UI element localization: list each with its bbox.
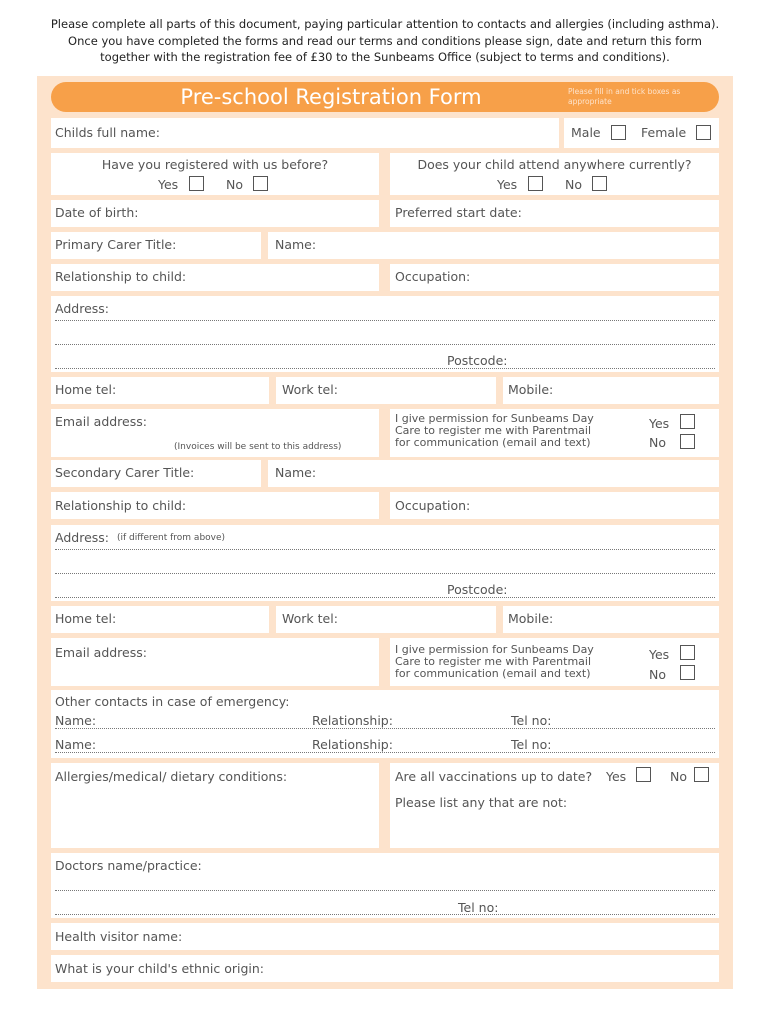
registered-no-label: No	[226, 177, 243, 192]
vaccinations-yes-label: Yes	[606, 769, 627, 784]
secondary-occupation-label: Occupation:	[395, 498, 471, 513]
primary-title-label: Primary Carer Title:	[55, 237, 177, 252]
primary-work-tel-label: Work tel:	[282, 382, 338, 397]
permission-no-checkbox[interactable]	[680, 434, 695, 449]
emergency-name-label: Name:	[55, 737, 97, 752]
emergency-tel-label: Tel no:	[511, 737, 552, 752]
doctors-line	[55, 914, 715, 915]
emergency-contacts-label: Other contacts in case of emergency:	[55, 694, 290, 709]
primary-mobile-label: Mobile:	[508, 382, 554, 397]
secondary-address-label: Address:	[55, 530, 109, 545]
doctors-tel-label: Tel no:	[458, 900, 499, 915]
permission-no-label: No	[649, 667, 666, 682]
permission-yes-label: Yes	[649, 647, 670, 662]
address-line	[55, 320, 715, 321]
registered-yes-checkbox[interactable]	[189, 176, 204, 191]
allergies-label: Allergies/medical/ dietary conditions:	[55, 769, 288, 784]
secondary-mobile-label: Mobile:	[508, 611, 554, 626]
emergency-line	[55, 752, 715, 753]
primary-relationship-label: Relationship to child:	[55, 269, 187, 284]
permission-yes-checkbox[interactable]	[680, 414, 695, 429]
emergency-relationship-label: Relationship:	[312, 713, 393, 728]
male-checkbox[interactable]	[611, 125, 626, 140]
emergency-relationship-label: Relationship:	[312, 737, 393, 752]
attend-yes-label: Yes	[497, 177, 518, 192]
female-label: Female	[641, 125, 687, 140]
secondary-home-tel-label: Home tel:	[55, 611, 117, 626]
attend-no-label: No	[565, 177, 582, 192]
list-vaccinations-label: Please list any that are not:	[395, 795, 568, 810]
secondary-email-label: Email address:	[55, 645, 147, 660]
permission-text-1: I give permission for Sunbeams Day	[395, 643, 594, 656]
permission-text-2: Care to register me with Parentmail	[395, 655, 592, 668]
primary-email-label: Email address:	[55, 414, 147, 429]
dob-label: Date of birth:	[55, 205, 139, 220]
primary-name-label: Name:	[275, 237, 317, 252]
female-checkbox[interactable]	[696, 125, 711, 140]
vaccinations-label: Are all vaccinations up to date?	[395, 769, 593, 784]
ethnic-origin-label: What is your child's ethnic origin:	[55, 961, 265, 976]
primary-address-label: Address:	[55, 301, 109, 316]
intro-line-1: Please complete all parts of this document, paying particular attention to contacts and allergies (including asthma).	[50, 17, 720, 31]
male-label: Male	[571, 125, 601, 140]
address-line	[55, 573, 715, 574]
permission-no-checkbox[interactable]	[680, 665, 695, 680]
registered-no-checkbox[interactable]	[253, 176, 268, 191]
primary-occupation-label: Occupation:	[395, 269, 471, 284]
attend-no-checkbox[interactable]	[592, 176, 607, 191]
intro-line-2: Once you have completed the forms and read our terms and conditions please sign, date and return this form	[68, 33, 702, 48]
primary-home-tel-label: Home tel:	[55, 382, 117, 397]
child-name-label: Childs full name:	[55, 125, 160, 140]
emergency-line	[55, 728, 715, 729]
address-line	[55, 344, 715, 345]
primary-address-field[interactable]	[51, 296, 719, 372]
permission-yes-label: Yes	[649, 416, 670, 431]
emergency-tel-label: Tel no:	[511, 713, 552, 728]
permission-text-2: Care to register me with Parentmail	[395, 424, 592, 437]
vaccinations-no-label: No	[670, 769, 687, 784]
secondary-relationship-label: Relationship to child:	[55, 498, 187, 513]
primary-name-field[interactable]	[268, 232, 719, 259]
health-visitor-label: Health visitor name:	[55, 929, 183, 944]
address-line	[55, 549, 715, 550]
intro-text	[0, 16, 770, 66]
vaccinations-no-checkbox[interactable]	[694, 767, 709, 782]
registered-before-label: Have you registered with us before?	[101, 157, 329, 172]
intro-line-3: together with the registration fee of £30 to the Sunbeams Office (subject to terms and conditions).	[100, 50, 670, 64]
start-date-label: Preferred start date:	[395, 205, 522, 220]
secondary-postcode-label: Postcode:	[447, 582, 508, 597]
emergency-name-label: Name:	[55, 713, 97, 728]
attend-yes-checkbox[interactable]	[528, 176, 543, 191]
permission-yes-checkbox[interactable]	[680, 645, 695, 660]
primary-postcode-label: Postcode:	[447, 353, 508, 368]
if-different-note: (if different from above)	[117, 533, 226, 543]
permission-text-1: I give permission for Sunbeams Day	[395, 412, 594, 425]
form-title: Pre-school Registration Form	[180, 85, 482, 109]
form-header-banner	[51, 82, 719, 112]
secondary-title-label: Secondary Carer Title:	[55, 465, 195, 480]
form-instructions: Please fill in and tick boxes as appropriate	[568, 87, 681, 106]
secondary-name-field[interactable]	[268, 460, 719, 487]
doctors-line	[55, 890, 715, 891]
permission-text-3: for communication (email and text)	[395, 436, 591, 449]
invoice-note: (Invoices will be sent to this address)	[174, 442, 342, 452]
secondary-name-label: Name:	[275, 465, 317, 480]
address-line	[55, 368, 715, 369]
attend-elsewhere-label: Does your child attend anywhere currently?	[417, 157, 692, 172]
secondary-work-tel-label: Work tel:	[282, 611, 338, 626]
address-line	[55, 597, 715, 598]
doctors-label: Doctors name/practice:	[55, 858, 202, 873]
permission-text-3: for communication (email and text)	[395, 667, 591, 680]
registered-yes-label: Yes	[158, 177, 179, 192]
permission-no-label: No	[649, 435, 666, 450]
vaccinations-yes-checkbox[interactable]	[636, 767, 651, 782]
